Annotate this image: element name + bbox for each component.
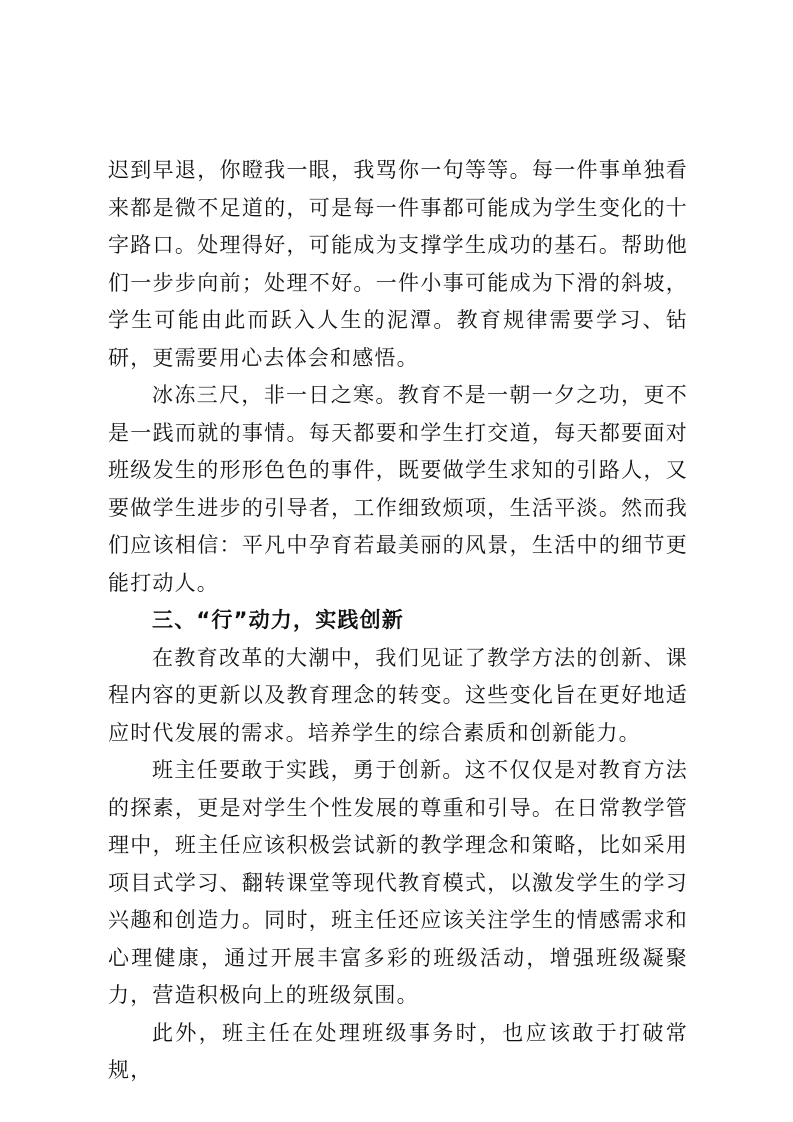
document-page: [108, 152, 688, 1090]
section-heading-practice-innovation: 三、“行”动力，实践创新: [152, 608, 405, 632]
paragraph-head-teacher-practice: 班主任要敢于实践，勇于创新。这不仅仅是对教育方法的探素，更是对学生个性发展的尊重和引导。在日常教学管理中，班主任应该积极尝试新的教学理念和策略，比如采用项目式学习、翻转课堂等现代教育模式，以激发学生的学习兴趣和创造力。同时，班主任还应该关注学生的情感需求和心理健康，通过开展丰富多彩的班级活动，增强班级凝聚力，营造积极向上的班级氛围。: [108, 758, 688, 1007]
paragraph-continuation: 迟到早退，你瞪我一眼，我骂你一句等等。每一件事单独看来都是微不足道的，可是每一件事都可能成为学生变化的十字路口。处理得好，可能成为支撑学生成功的基石。帮助他们一步步向前；处理不好。一件小事可能成为下滑的斜坡，学生可能由此而跃入人生的泥潭。教育规律需要学习、钻研，更需要用心去体会和感悟。: [108, 158, 688, 370]
paragraph-ice-three-feet: 冰冻三尺，非一日之寒。教育不是一朝一夕之功，更不是一践而就的事情。每天都要和学生打交道，每天都要面对班级发生的形形色色的事件，既要做学生求知的引路人，又要做学生进步的引导者，工作细致烦项，生活平淡。然而我们应该相信：平凡中孕育若最美丽的风景，生活中的细节更能打动人。: [108, 383, 688, 595]
paragraph-in-addition: 此外，班主任在处理班级事务时，也应该敢于打破常规，: [108, 1020, 688, 1082]
paragraph-education-reform: 在教育改革的大潮中，我们见证了教学方法的创新、课程内容的更新以及教育理念的转变。这些变化旨在更好地适应时代发展的需求。培养学生的综合素质和创新能力。: [108, 645, 688, 745]
